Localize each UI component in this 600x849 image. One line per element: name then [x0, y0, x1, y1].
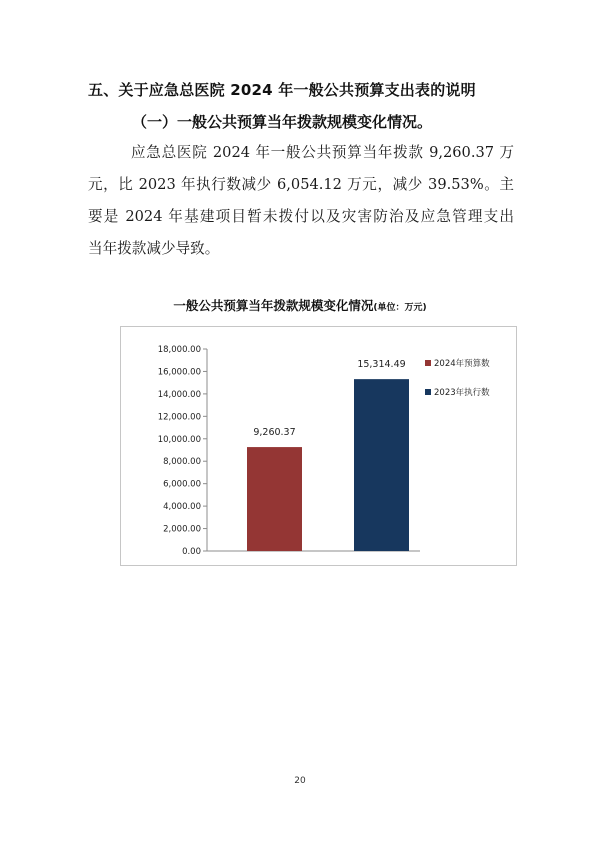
y-tick-label: 4,000.00: [163, 502, 201, 513]
y-tick-label: 16,000.00: [157, 367, 201, 378]
y-tick-label: 18,000.00: [157, 345, 201, 355]
bar-chart: [120, 326, 517, 566]
y-tick-label: 8,000.00: [163, 457, 201, 468]
page-number: 20: [294, 776, 306, 786]
y-tick-label: 10,000.00: [157, 434, 201, 445]
data-label-2023-actual: 15,314.49: [357, 359, 406, 371]
y-tick-label: 0.00: [182, 547, 201, 557]
y-tick-label: 12,000.00: [157, 412, 201, 423]
y-tick-label: 6,000.00: [163, 479, 201, 490]
y-tick-label: 14,000.00: [157, 389, 201, 400]
paragraph-line-2: 元，比 2023 年执行数减少 6,054.12 万元，减少 39.53%。主: [88, 176, 514, 193]
data-label-2024-budget: 9,260.37: [253, 427, 296, 439]
chart-title-text: 一般公共预算当年拨款规模变化情况: [173, 298, 374, 313]
section-heading: 五、关于应急总医院 2024 年一般公共预算支出表的说明: [88, 81, 476, 99]
paragraph-line-4: 当年拨款减少导致。: [88, 240, 220, 257]
legend-swatch-2024-budget: [425, 360, 431, 366]
paragraph-line-1: 应急总医院 2024 年一般公共预算当年拨款 9,260.37 万: [131, 144, 514, 161]
sub-heading: （一）一般公共预算当年拨款规模变化情况。: [132, 113, 433, 131]
chart-unit-note: (单位：万元): [373, 303, 427, 313]
bar-2024-budget: [247, 447, 302, 551]
y-tick-label: 2,000.00: [163, 524, 201, 535]
chart-title: [0, 296, 600, 314]
legend-label-2023-actual: 2023年执行数: [434, 388, 490, 398]
legend-swatch-2023-actual: [425, 389, 431, 395]
paragraph-line-3: 要是 2024 年基建项目暂未拨付以及灾害防治及应急管理支出: [88, 208, 514, 225]
bar-2023-actual: [354, 379, 409, 551]
legend-label-2024-budget: 2024年预算数: [434, 359, 490, 369]
